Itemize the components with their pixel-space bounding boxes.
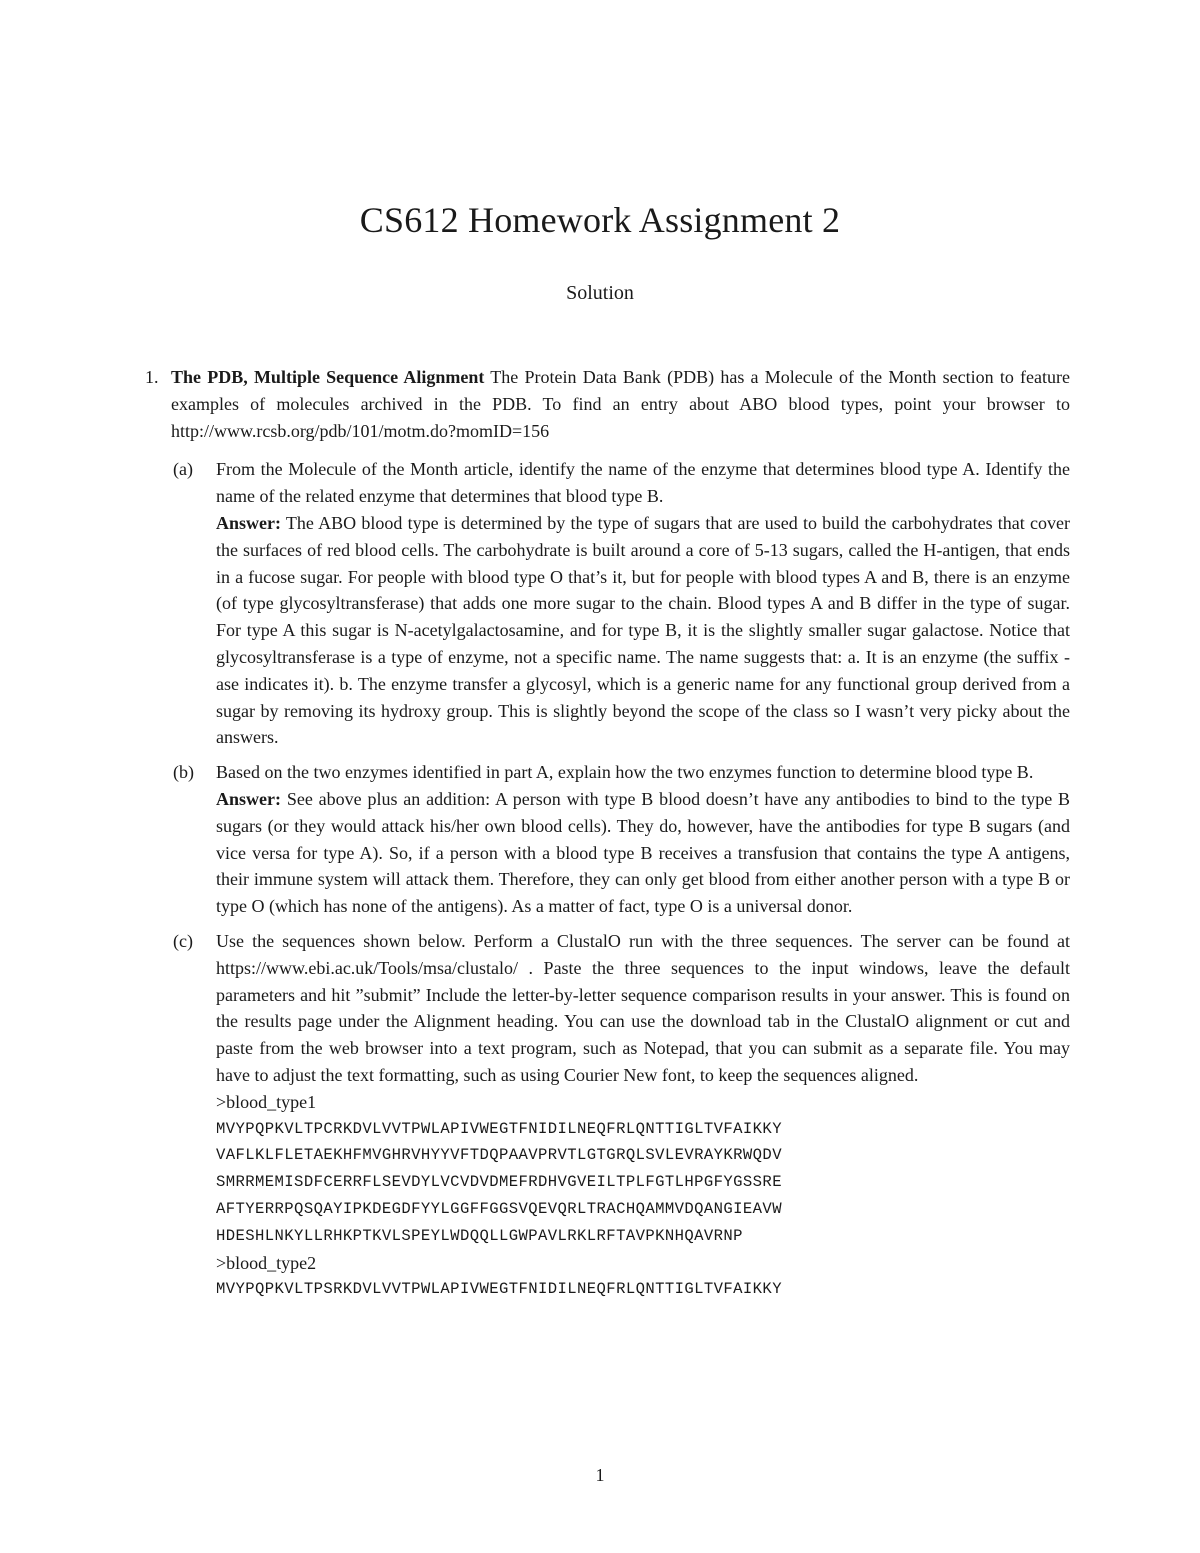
part-question: From the Molecule of the Month article, identify the name of the enzyme that determines blood type A. Identify the name of the related enzyme that determines that blood type B. [216,459,1070,507]
answer-text: The ABO blood type is determined by the type of sugars that are used to build the carbohydrates that cover the surfaces of red blood cells. The carbohydrate is built around a core of 5-13 sugars, called the H-antigen, that ends in a fucose sugar. For people with blood type O that’s it, but for people with blood types A and B, there is an enzyme (of type glycosyltransferase) that adds one more sugar to the chain. Blood types A and B differ in the type of sugar. For type A this sugar is N-acetylgalactosamine, and for type B, it is the slightly smaller sugar galactose. Notice that glycosyltransferase is a type of enzyme, not a specific name. The name suggests that: a. It is an enzyme (the suffix -ase indicates it). b. The enzyme transfer a glycosyl, which is a generic name for any functional group derived from a sugar by removing its hydroxy group. This is slightly beyond the scope of the class so I wasn’t very picky about the answers. [216,512,1070,748]
sequence-line: SMRRMEMISDFCERRFLSEVDYLVCVDVDMEFRDHVGVEILTPLFGTLHPGFYGSSRE [216,1173,782,1192]
sequence-line: AFTYERRPQSQAYIPKDEGDFYYLGGFFGGSVQEVQRLTRACHQAMMVDQANGIEAVW [216,1199,782,1218]
question-heading: The PDB, Multiple Sequence Alignment [171,367,485,387]
document-title: CS612 Homework Assignment 2 [359,200,841,240]
sequence-line: VAFLKLFLETAEKHFMVGHRVHYYVFTDQPAAVPRVTLGTGRQLSVLEVRAYKRWQDV [216,1146,782,1165]
part-body [216,456,1070,751]
sequence-header: >blood_type2 [216,1252,317,1273]
part-body [216,928,1070,1303]
question-parts [171,456,1070,1303]
part-answer [216,786,1070,920]
question-intro-paragraph [171,364,1070,444]
question-intro: The Protein Data Bank (PDB) has a Molecule of the Month section to feature examples of molecules archived in the PDB. To find an entry about ABO blood types, point your browser to http://www.rcsb.org/pdb/101/motm.do?momID=156 [171,367,1070,441]
part-label: (a) [173,459,193,480]
part-question: Based on the two enzymes identified in part A, explain how the two enzymes function to determine blood type B. [216,762,1034,783]
answer-label: Answer: [216,512,281,533]
part-question: Use the sequences shown below. Perform a ClustalO run with the three sequences. The server can be found at https://www.ebi.ac.uk/Tools/msa/clustalo/ . Paste the three sequences to the input windows, leave the default parameters and hit ”submit” Include the letter-by-letter sequence comparison results in your answer. This is found on the results page under the Alignment heading. You can use the download tab in the ClustalO alignment or cut and paste from the web browser into a text program, such as Notepad, that you can submit as a separate file. You may have to adjust the text formatting, such as using Courier New font, to keep the sequences aligned. [216,930,1070,1085]
part-c [171,928,1070,1303]
sequence-line: MVYPQPKVLTPCRKDVLVVTPWLAPIVWEGTFNIDILNEQFRLQNTTIGLTVFAIKKY [216,1119,782,1138]
part-body [216,759,1070,920]
part-a [171,456,1070,751]
question-number: 1. [145,367,159,387]
sequence-header: >blood_type1 [216,1091,317,1112]
part-label: (c) [173,930,193,951]
page-number: 1 [595,1465,605,1485]
sequence-line: HDESHLNKYLLRHKPTKVLSPEYLWDQQLLGWPAVLRKLRFTAVPKNHQAVRNP [216,1226,743,1245]
question-1 [145,364,1070,444]
answer-label: Answer: [216,788,281,809]
answer-text: See above plus an addition: A person with type B blood doesn’t have any antibodies to bind to the type B sugars (or they would attack his/her own blood cells). They do, however, have the antibodies for type B sugars (and vice versa for type A). So, if a person with a blood type B receives a transfusion that contains the type A antigens, their immune system will attack them. Therefore, they can only get blood from either another person with a type B or type O (which has none of the antigens). As a matter of fact, type O is a universal donor. [216,788,1071,917]
part-answer [216,510,1070,751]
part-b [171,759,1070,920]
part-label: (b) [173,762,194,783]
sequence-line: MVYPQPKVLTPSRKDVLVVTPWLAPIVWEGTFNIDILNEQFRLQNTTIGLTVFAIKKY [216,1280,782,1299]
document-body [145,364,1070,1311]
document-subtitle: Solution [566,282,634,304]
